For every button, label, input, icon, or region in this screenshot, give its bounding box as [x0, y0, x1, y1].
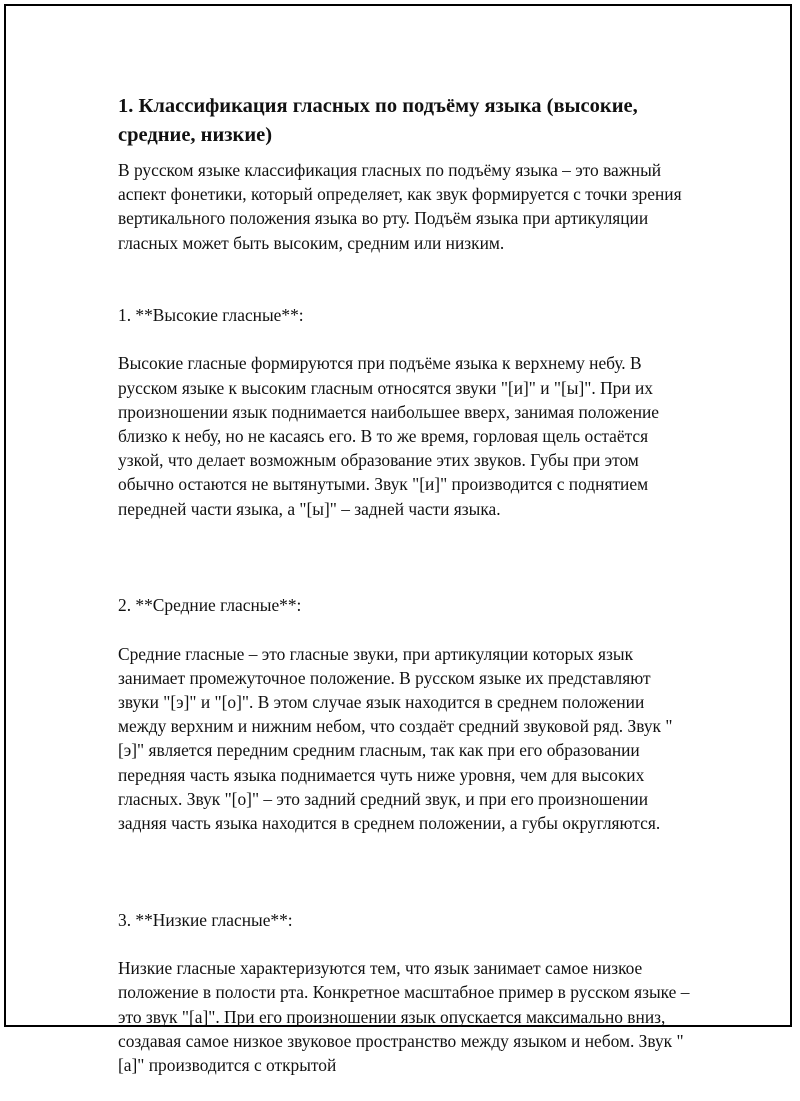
section-heading: 1. **Высокие гласные**: [118, 305, 304, 326]
section-text: Высокие гласные формируются при подъёме языка к верхнему небу. В русском языке к высоким гласным относятся звуки "[и]" и "[ы]". При их произношении язык поднимается наибольшее вверх, занимая положение близко к небу, но не касаясь его. В то же время, горловая щель остаётся узкой, что делает возможным образование этих звуков. Губы при этом обычно остаются не вытянутыми. Звук "[и]" производится с поднятием передней части языка, а "[ы]" – задней части языка. [118, 353, 660, 519]
section-mid-vowels [118, 569, 690, 859]
document-title: 1. Классификация гласных по подъёму языка (высокие, средние, низкие) [118, 95, 638, 146]
section-text: Средние гласные – это гласные звуки, при артикуляции которых язык занимает промежуточное положение. В русском языке их представляют звуки "[э]" и "[о]". В этом случае язык находится в среднем положении между верхним и нижним небом, что создаёт средний звуковой ряд. Звук "[э]" является передним средним гласным, так как при его образовании передняя часть языка поднимается чуть ниже уровня, чем для высоких гласных. Звук "[о]" – это задний средний звук, и при его произношении задняя часть языка находится в среднем положении, а губы округляются. [118, 643, 673, 834]
document-body [118, 92, 690, 1101]
section-high-vowels [118, 279, 690, 545]
intro-paragraph: В русском языке классификация гласных по подъёму языка – это важный аспект фонетики, который определяет, как звук формируется с точки зрения вертикального положения языка во рту. Подъём языка при артикуляции гласных может быть высоким, средним или низким. [118, 160, 682, 253]
section-heading: 3. **Низкие гласные**: [118, 909, 293, 930]
section-text: Низкие гласные характеризуются тем, что язык занимает самое низкое положение в полости рта. Конкретное масштабное пример в русском языке – это звук "[а]". При его произношении язык опускается максимально вниз, создавая самое низкое звуковое пространство между языком и небом. Звук "[а]" производится с открытой [118, 958, 690, 1075]
section-low-vowels [118, 883, 690, 1101]
section-heading: 2. **Средние гласные**: [118, 595, 302, 616]
